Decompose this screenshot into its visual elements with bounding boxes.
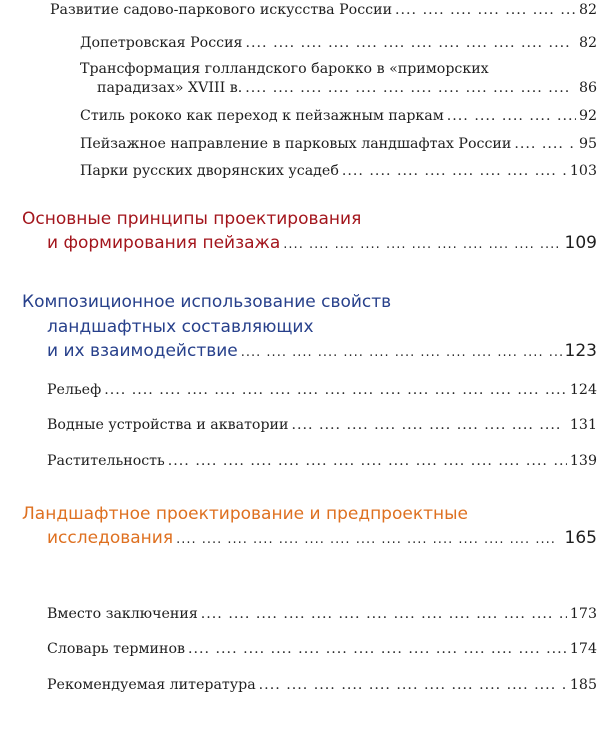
toc-entry-literature[interactable]: [47, 677, 597, 693]
toc-entry-vegetation[interactable]: [47, 453, 597, 469]
toc-page-number: 109: [564, 233, 597, 253]
toc-entry-pre-petrine[interactable]: [80, 35, 597, 51]
dot-leader: [259, 677, 567, 693]
chapter-title: исследования: [47, 528, 174, 548]
toc-entry-rococo[interactable]: [80, 108, 597, 124]
toc-entry-russia-section[interactable]: [50, 2, 597, 18]
dot-leader: [168, 453, 567, 469]
toc-entry-chapter-landscape-design[interactable]: [47, 528, 597, 548]
toc-page-number: 185: [569, 677, 597, 693]
toc-entry-title: Парки русских дворянских усадеб: [80, 163, 339, 179]
toc-entry-title: Водные устройства и акватории: [47, 417, 289, 433]
chapter-landscape-design-line1: Ландшафтное проектирование и предпроектные: [22, 504, 469, 524]
dot-leader: [104, 382, 567, 398]
toc-entry-title: Растительность: [47, 453, 165, 469]
toc-page-number: 123: [564, 341, 597, 361]
chapter-principles-line1: Основные принципы проектирования: [22, 209, 362, 229]
toc-page-number: 174: [569, 641, 597, 657]
toc-page-number: 131: [569, 417, 597, 433]
toc-page-number: 86: [578, 80, 597, 96]
chapter-composition-line1: Композиционное использование свойств: [22, 292, 392, 312]
toc-entry-chapter-principles[interactable]: [47, 233, 597, 253]
toc-entry-title: Рекомендуемая литература: [47, 677, 256, 693]
toc-entry-title: Стиль рококо как переход к пейзажным паркам: [80, 108, 444, 124]
dot-leader: [395, 2, 576, 18]
toc-page-number: 103: [569, 163, 597, 179]
toc-page-number: 124: [569, 382, 597, 398]
toc-page-number: 139: [569, 453, 597, 469]
toc-entry-title: Словарь терминов: [47, 641, 185, 657]
toc-entry-estate-parks[interactable]: [80, 163, 597, 179]
toc-entry-landscape-direction[interactable]: [80, 136, 597, 152]
toc-entry-title: Развитие садово-паркового искусства России: [50, 2, 393, 18]
dot-leader: [342, 163, 567, 179]
dot-leader: [241, 345, 562, 360]
dot-leader: [245, 80, 576, 96]
toc-entry-title: Вместо заключения: [47, 606, 198, 622]
dot-leader: [291, 417, 566, 433]
toc-entry-title: парадизах» XVIII в.: [97, 80, 243, 96]
toc-page-number: 173: [569, 606, 597, 622]
dot-leader: [246, 35, 576, 51]
dot-leader: [283, 237, 561, 252]
dot-leader: [201, 606, 567, 622]
dot-leader: [176, 532, 561, 547]
dot-leader: [188, 641, 567, 657]
toc-entry-relief[interactable]: [47, 382, 597, 398]
toc-page-number: 95: [578, 136, 597, 152]
toc-page-number: 92: [578, 108, 597, 124]
dot-leader: [447, 108, 576, 124]
chapter-title: и их взаимодействие: [47, 341, 238, 361]
chapter-composition-line2: ландшафтных составляющих: [47, 317, 314, 337]
toc-entry-title: Рельеф: [47, 382, 102, 398]
toc-entry-title: Пейзажное направление в парковых ландшафтах России: [80, 136, 512, 152]
toc-entry-baroque[interactable]: [97, 80, 597, 96]
chapter-title: и формирования пейзажа: [47, 233, 281, 253]
toc-entry-water[interactable]: [47, 417, 597, 433]
toc-page-number: 82: [578, 2, 597, 18]
toc-page-number: 165: [564, 528, 597, 548]
toc-entry-title: Допетровская Россия: [80, 35, 243, 51]
toc-entry-baroque-line1: Трансформация голландского барокко в «приморских: [80, 61, 489, 77]
toc-entry-glossary[interactable]: [47, 641, 597, 657]
dot-leader: [514, 136, 576, 152]
toc-page-number: 82: [578, 35, 597, 51]
toc-entry-chapter-composition[interactable]: [47, 341, 597, 361]
toc-entry-conclusion[interactable]: [47, 606, 597, 622]
